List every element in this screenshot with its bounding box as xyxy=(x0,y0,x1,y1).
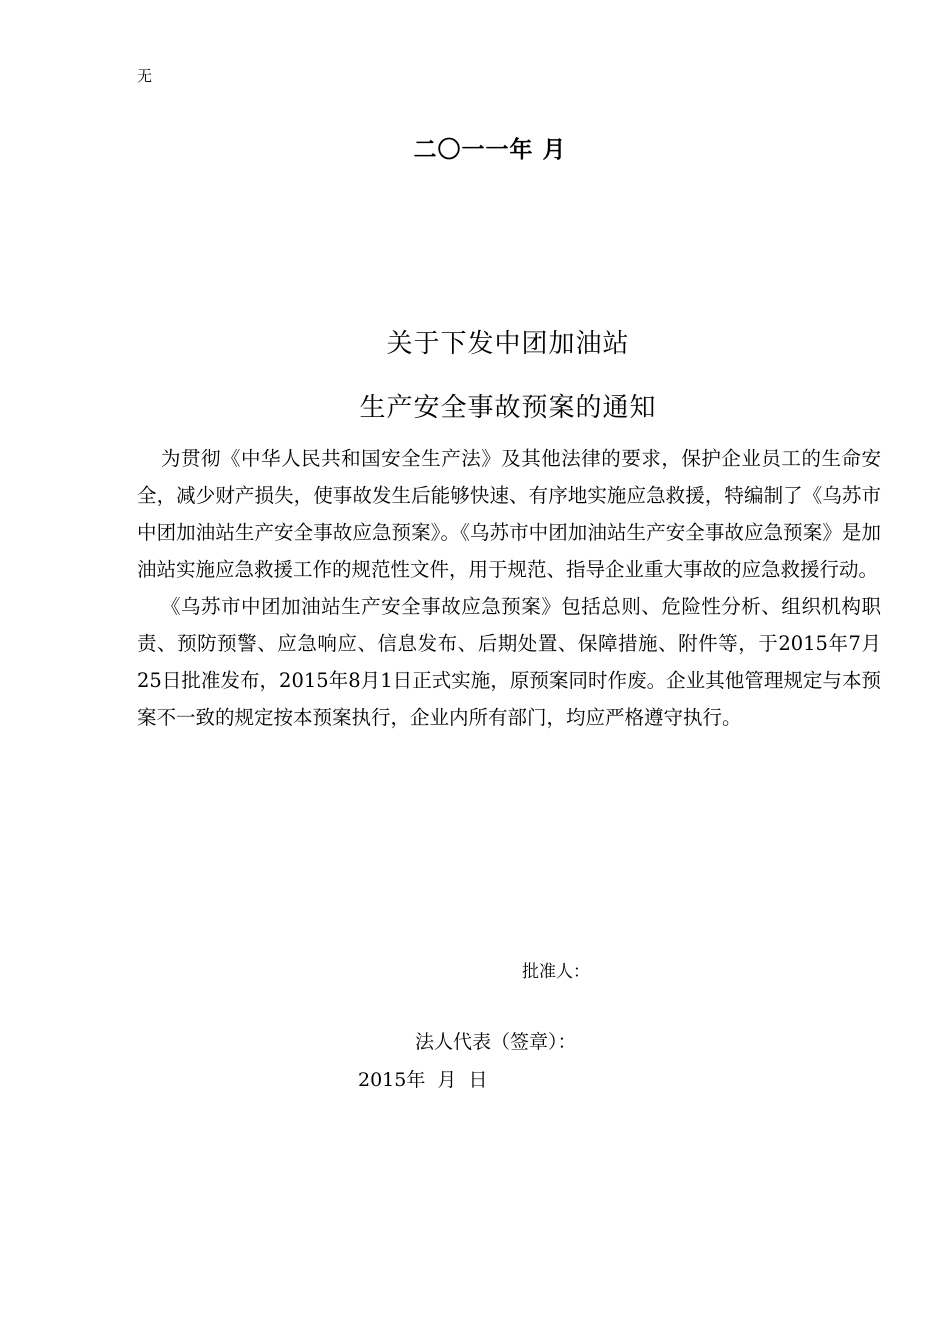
document-title-line-1: 关于下发中团加油站 xyxy=(386,329,630,359)
header-note: 无 xyxy=(137,67,153,85)
signature-date: 2015年 月 日 xyxy=(358,1069,488,1091)
notice-body xyxy=(137,440,881,736)
approver-label: 批准人： xyxy=(522,962,590,982)
legal-representative-label: 法人代表（签章）： xyxy=(415,1031,577,1053)
document-title-line-2: 生产安全事故预案的通知 xyxy=(359,393,657,423)
body-paragraph: 《乌苏市中团加油站生产安全事故应急预案》包括总则、危险性分析、组织机构职责、预防预警、应急响应、信息发布、后期处置、保障措施、附件等，于2015年7月 25日批准发布，2015年8月1日正式实施，原预案同时作废。企业其他管理规定与本预案不一致的规定按本预案执行，企业内所有部门，均应严格遵守执行。 xyxy=(137,595,881,729)
body-paragraph: 为贯彻《中华人民共和国安全生产法》及其他法律的要求，保护企业员工的生命安全，减少财产损失，使事故发生后能够快速、有序地实施应急救援，特编制了《乌苏市中团加油站生产安全事故应急预案》。《乌苏市中团加油站生产安全事故应急预案》是加油站实施应急救援工作的规范性文件，用于规范、指导企业重大事故的应急救援行动。 xyxy=(137,447,881,581)
date-heading: 二〇一一年 月 xyxy=(413,136,567,163)
